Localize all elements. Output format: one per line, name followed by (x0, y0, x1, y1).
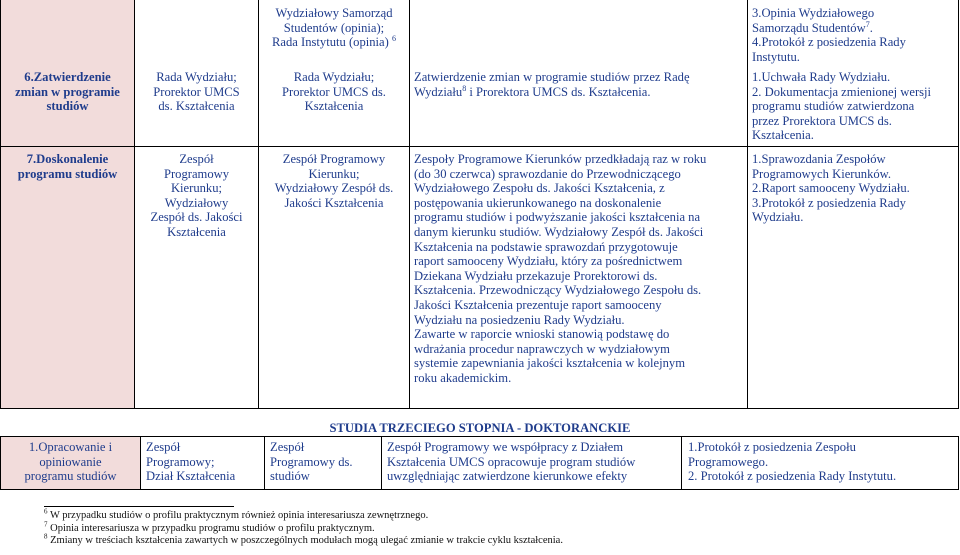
step-6-documents: 1.Uchwała Rady Wydziału. 2. Dokumentacja zmienionej wersji programu studiów zatwierdzona przez Prorektora UMCS ds. Kształcenia. (752, 70, 932, 143)
doctoral-step-1-responsible: Zespół Programowy; Dział Kształcenia (146, 440, 236, 484)
step-6-support: Rada Wydziału; Prorektor UMCS ds. Kształcenia (282, 70, 386, 114)
footnote-ref: 6 (391, 34, 396, 43)
carry-over-docs: 3.Opinia Wydziałowego Samorządu Studentów$^7$. 4.Protokół z posiedzenia Rady Instytutu. (752, 6, 906, 64)
step-7-description: Zespoły Programowe Kierunków przedkładają raz w roku (do 30 czerwca) sprawozdanie do Przewodniczącego Wydziałowego Zespołu ds. Jakości Kształcenia, z postępowania ukierunkowanego na doskonalenie programu studiów i podwyższanie jakości kształcenia na danym kierunku studiów. Wydziałowy Zespół ds. Jakości Kształcenia na podstawie sprawozdań przygotowuje raport samooceny Wydziału, który za pośrednictwem Dziekana Wydziału przekazuje Prorektorowi ds. Kształcenia. Przewodniczący Wydziałowego Zespołu ds. Jakości Kształcenia prezentuje raport samooceny Wydziału na posiedzeniu Rady Wydziału. Zawarte w raporcie wnioski stanowią podstawę do wdrażania procedur naprawczych w wydziałowym systemie zapewniania jakości kształcenia w kolejnym roku akademickim. (414, 152, 707, 385)
doctoral-step-1-title: 1.Opracowanie i opiniowanie programu studiów (24, 440, 117, 484)
step-6-description: Zatwierdzenie zmian w programie studiów przez Radę Wydziału$^8$ i Prorektora UMCS ds. Kształcenia. (414, 70, 690, 99)
step-6-title: 6.Zatwierdzenie zmian w programie studiów (15, 70, 120, 114)
footnote-ref: 7 (865, 19, 870, 29)
step-7-documents: 1.Sprawozdania Zespołów Programowych Kierunków. 2.Raport samooceny Wydziału. 3.Protokół z posiedzenia Rady Wydziału. (752, 152, 910, 225)
section-heading: STUDIA TRZECIEGO STOPNIA - DOKTORANCKIE (329, 421, 631, 435)
footnote-6: $^6$ W przypadku studiów o profilu praktycznym również opinia interesariusza zewnętrznego. (44, 507, 429, 521)
footnote-ref: 8 (462, 83, 467, 93)
carry-over-support: Wydziałowy Samorząd Studentów (opinia); Rada Instytutu (opinia) $^6$ (272, 6, 396, 50)
step-7-responsible: Zespół Programowy Kierunku; Wydziałowy Zespół ds. Jakości Kształcenia (150, 152, 243, 239)
footnote-8: $^8$ Zmiany w treściach kształcenia zawartych w poszczególnych modułach mogą ulegać zmianie w trakcie cyklu kształcenia. (44, 532, 563, 546)
footnote-separator (44, 506, 234, 507)
doctoral-step-1-documents: 1.Protokół z posiedzenia Zespołu Programowego. 2. Protokół z posiedzenia Rady Instytutu. (688, 440, 897, 484)
step-6-responsible: Rada Wydziału; Prorektor UMCS ds. Kształcenia (153, 70, 240, 114)
doctoral-step-1-description: Zespół Programowy we współpracy z Działem Kształcenia UMCS opracowuje program studiów uwzględniając zatwierdzone kierunkowe efekty (387, 440, 636, 484)
footnotes (44, 507, 944, 548)
doctoral-step-1-support: Zespół Programowy ds. studiów (270, 440, 353, 484)
upper-step-column-fill (0, 0, 134, 408)
footnote-7: $^7$ Opinia interesariusza w przypadku programu studiów o profilu praktycznym. (44, 520, 375, 534)
step-7-title: 7.Doskonalenie programu studiów (17, 152, 118, 181)
step-7-support: Zespół Programowy Kierunku; Wydziałowy Zespół ds. Jakości Kształcenia (274, 152, 394, 210)
